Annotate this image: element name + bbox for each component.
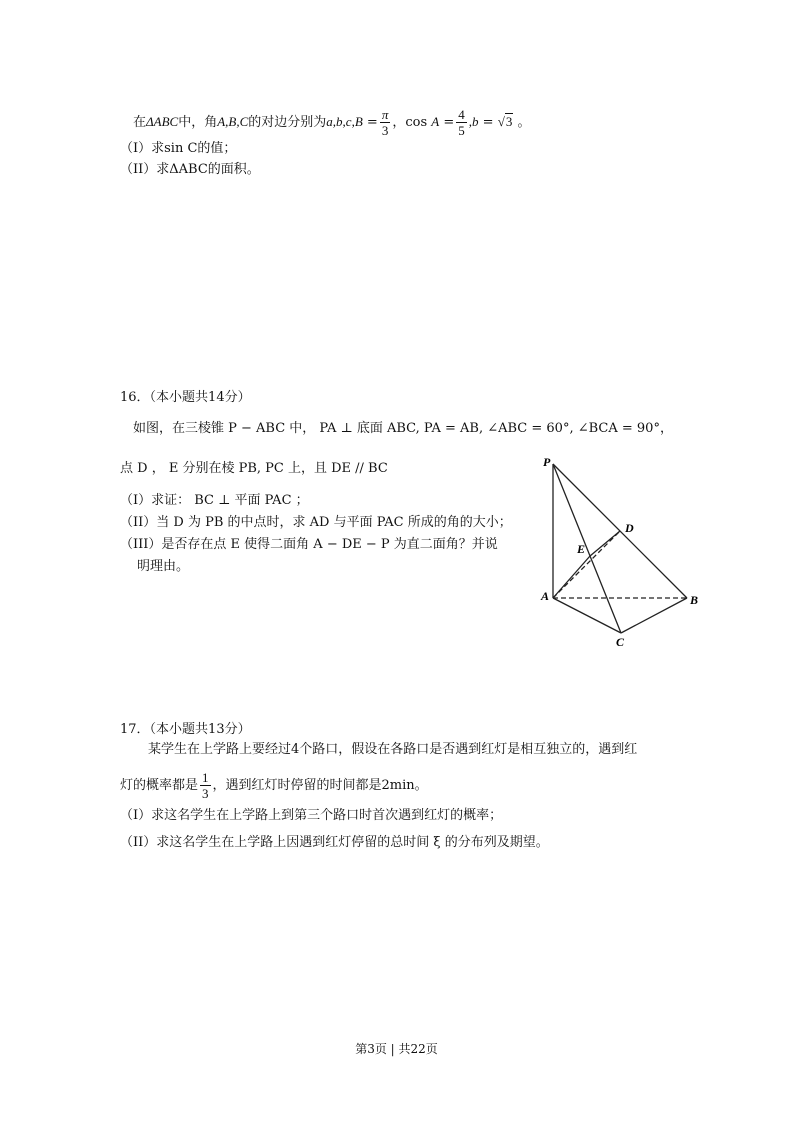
q16-part3a: （III）是否存在点 E 使得二面角 A − DE − P 为直二面角？并说 — [120, 537, 498, 552]
label-C: C — [616, 635, 625, 649]
q16-part2: （II）当 D 为 PB 的中点时，求 AD 与平面 PAC 所成的角的大小； — [120, 515, 512, 530]
q17-line1: 某学生在上学路上要经过4个路口，假设在各路口是否遇到红灯是相互独立的，遇到红 — [148, 742, 638, 757]
fraction-pi-over-3: $\frac{\pi}{3}$ — [381, 107, 389, 138]
q16-part1: （I）求证： BC ⊥ 平面 PAC ； — [120, 493, 309, 508]
label-B: B — [690, 593, 699, 607]
edge-CB — [621, 598, 687, 633]
q17-part2: （II）求这名学生在上学路上因遇到红灯停留的总时间 ξ 的分布列及期望。 — [120, 835, 549, 850]
q16-line2: 点 D ， E 分别在棱 PB, PC 上，且 DE // BC — [120, 461, 388, 476]
q16-line1: 如图，在三棱锥 P − ABC 中， PA ⊥ 底面 ABC, PA = AB, ∠ABC = 60°, ∠BCA = 90°， — [133, 421, 673, 436]
fraction-1-over-3: $\frac{1}{3}$ — [202, 770, 209, 801]
q16-part3b: 明理由。 — [137, 559, 190, 574]
q15-part1: （I）求sin C的值； — [120, 141, 237, 156]
edge-PC — [553, 464, 621, 633]
q15-stem: 在ΔABC中，角A,B,C的对边分别为a,b,c,B = $\frac{\pi}{3}$ ，cos A = $\frac{4}{5}$ ,b = √3 。 — [133, 107, 531, 138]
sqrt-3: √3 — [497, 114, 513, 129]
q17-line2: 灯的概率都是 $\frac{1}{3}$ ，遇到红灯时停留的时间都是2min。 — [120, 770, 428, 801]
label-E: E — [577, 542, 586, 556]
q17-part1: （I）求这名学生在上学路上到第三个路口时首次遇到红灯的概率； — [120, 808, 503, 823]
label-A: A — [541, 589, 550, 603]
q15-part2: （II）求ΔABC的面积。 — [120, 162, 260, 177]
q16-header: 16．（本小题共14分） — [120, 390, 251, 405]
page-footer: 第3页 | 共22页 — [355, 1042, 438, 1056]
edge-AC — [553, 598, 621, 633]
tetrahedron-figure — [535, 450, 710, 650]
fraction-4-over-5: $\frac{4}{5}$ — [458, 107, 465, 138]
label-D: D — [625, 521, 634, 535]
q17-header: 17．（本小题共13分） — [120, 722, 251, 737]
edge-AD — [553, 531, 620, 598]
label-P: P — [543, 455, 551, 469]
